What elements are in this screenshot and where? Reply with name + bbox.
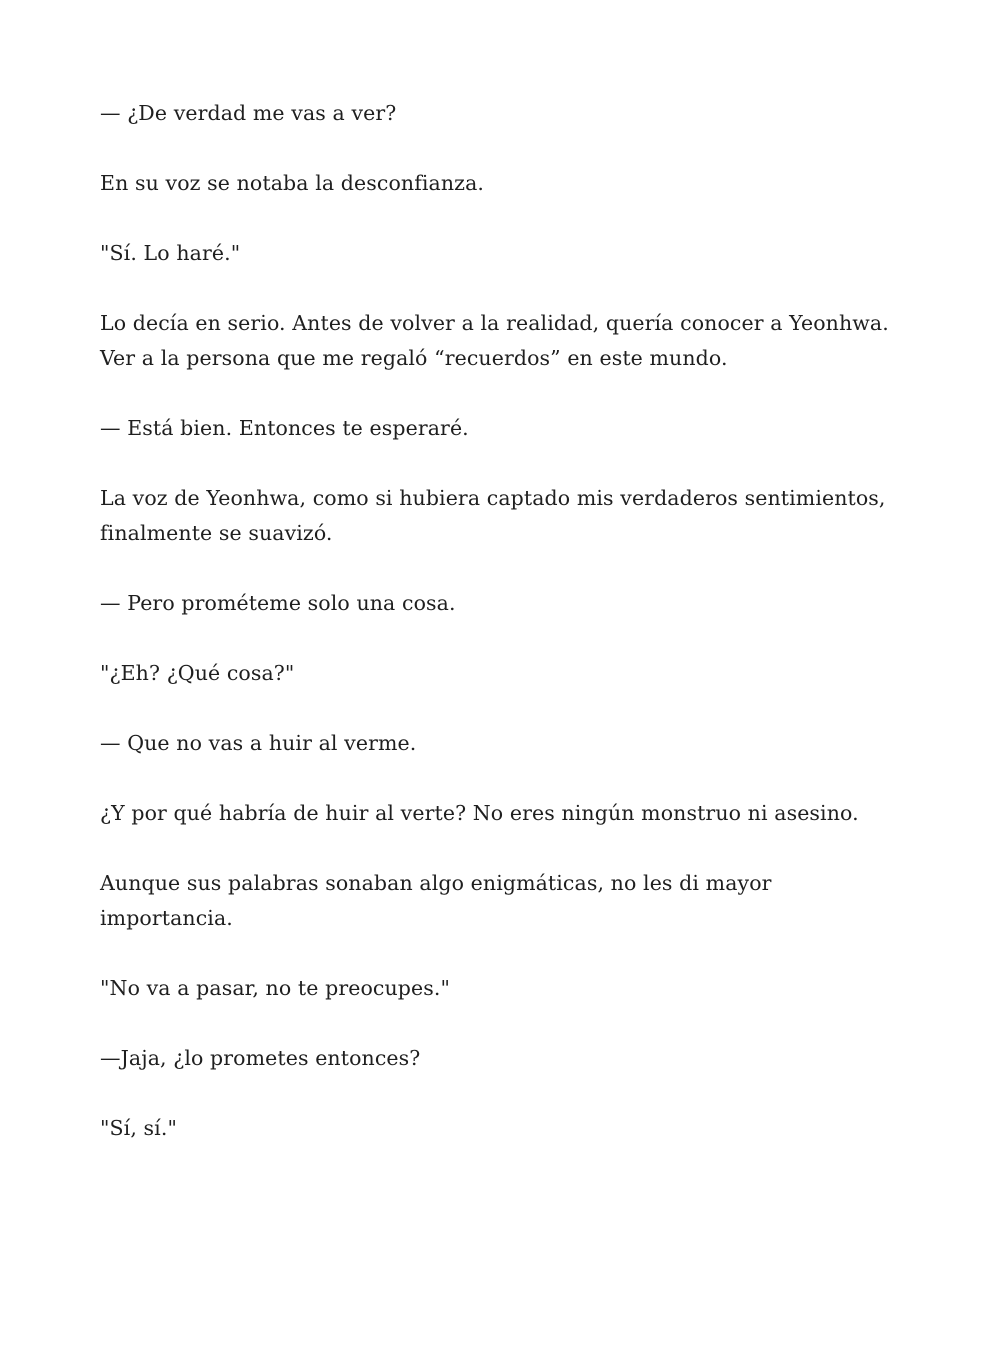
paragraph: La voz de Yeonhwa, como si hubiera captado mis verdaderos sentimientos, finalmente se suavizó. [100,486,893,545]
paragraph: —Jaja, ¿lo prometes entonces? [100,1046,421,1070]
paragraph: — ¿De verdad me vas a ver? [100,101,397,125]
paragraph: Aunque sus palabras sonaban algo enigmáticas, no les di mayor importancia. [100,871,779,930]
paragraph: "¿Eh? ¿Qué cosa?" [100,661,295,685]
paragraph: — Pero prométeme solo una cosa. [100,591,456,615]
paragraph: "No va a pasar, no te preocupes." [100,976,450,1000]
paragraph: ¿Y por qué habría de huir al verte? No eres ningún monstruo ni asesino. [100,801,859,825]
paragraph: "Sí, sí." [100,1116,177,1140]
paragraph: Lo decía en serio. Antes de volver a la realidad, quería conocer a Yeonhwa. Ver a la persona que me regaló “recuerdos” en este mundo. [100,311,903,370]
document-page [100,96,903,1146]
paragraph: "Sí. Lo haré." [100,241,241,265]
paragraph: — Que no vas a huir al verme. [100,731,417,755]
paragraph: — Está bien. Entonces te esperaré. [100,416,469,440]
paragraph: En su voz se notaba la desconfianza. [100,171,485,195]
